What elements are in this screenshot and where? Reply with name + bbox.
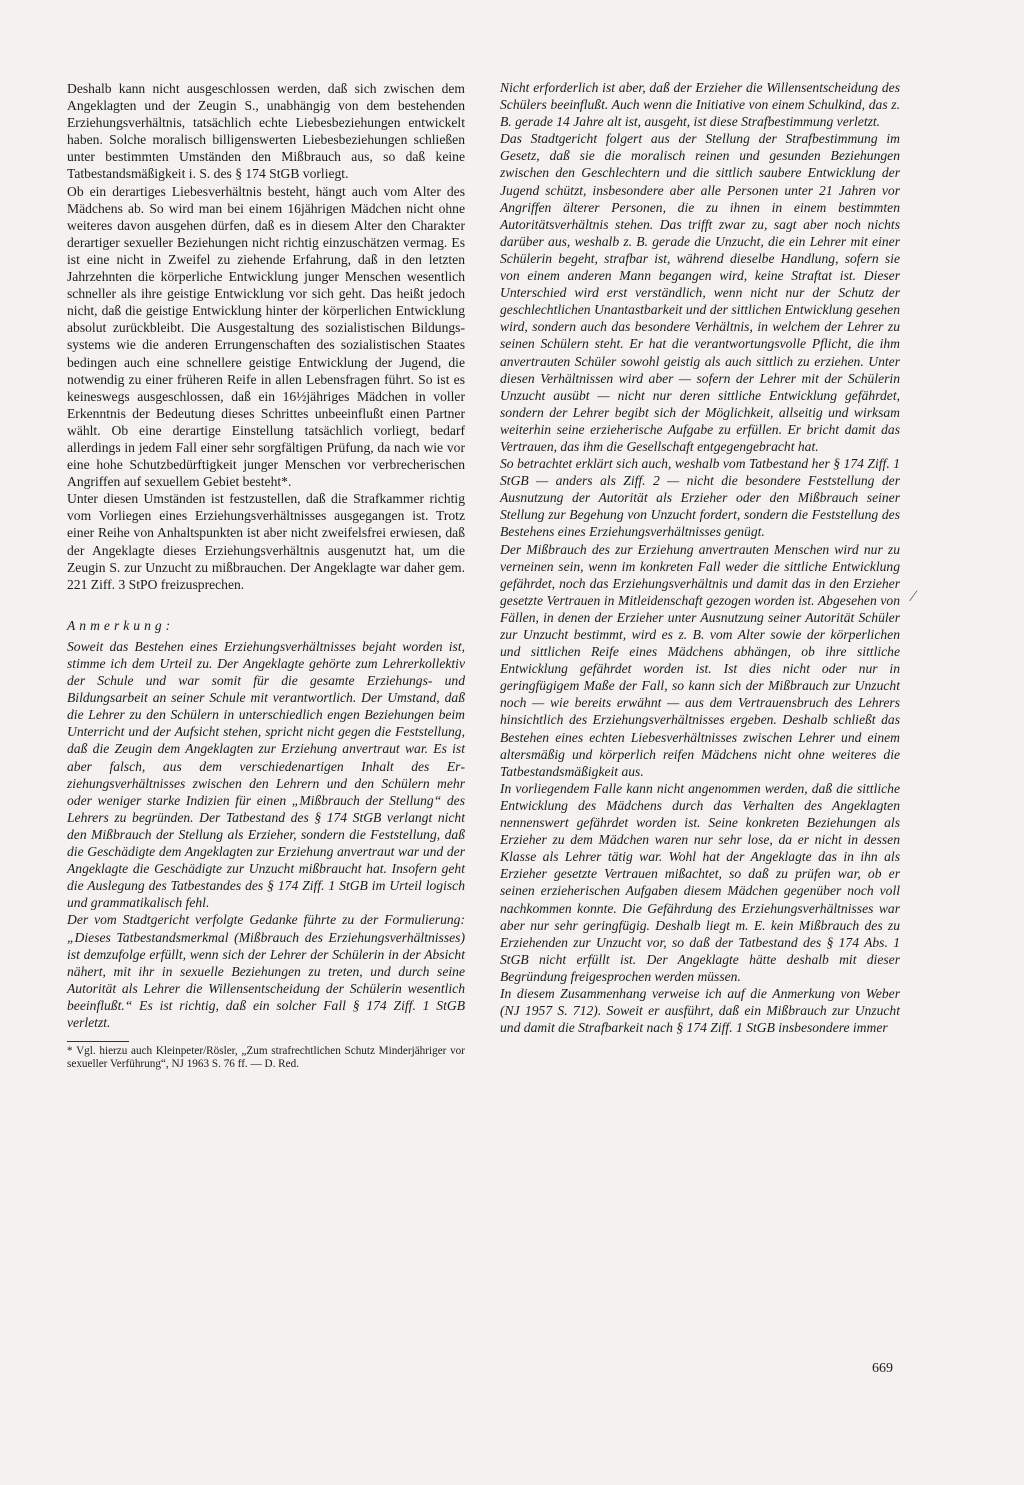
footnote: * Vgl. hierzu auch Kleinpeter/Rösler, „Zum strafrechtlichen Schutz Minderjähriger vor sexueller Verführung“, NJ 1963 S. 76 ff. — D. Red.: [67, 1045, 465, 1071]
annotation-paragraph-1: Soweit das Bestehen eines Erziehungsverhältnisses bejaht worden ist, stimme ich dem Urteil zu. Der Angeklagte gehörte zum Lehrerkollektiv der Schule und war somit für die gesamte Erziehungs- und Bildungsarbeit an seiner Schule mit verantwortlich. Der Umstand, daß die Lehrer zu den Schülern in unterschiedlich engen Beziehungen beim Unterricht und der Aufsicht stehen, spricht nicht gegen die Feststellung, daß die Zeugin dem Angeklagten zur Erziehung anvertraut war. Es ist aber falsch, aus dem verschiedenartigen Inhalt des Erziehungsverhältnisses zwischen den Lehrern und den Schülern mehr oder weniger starke Indizien für einen „Mißbrauch der Stellung“ des Lehrers zu begründen. Der Tatbestand des § 174 StGB verlangt nicht den Mißbrauch der Stellung als Erzieher, sondern die Feststellung, daß die Geschädigte dem Angeklagten zur Erziehung anvertraut war und der Angeklagte die Geschädigte zur Unzucht mißbraucht hat. Insofern geht die Auslegung des Tatbestandes des § 174 Ziff. 1 StGB im Urteil logisch und grammatikalisch fehl.: [67, 638, 465, 911]
right-paragraph-5: In vorliegendem Falle kann nicht angenommen werden, daß die sittliche Entwicklung des Mädchens durch das Verhalten des Angeklagten nennenswert gefährdet worden ist. Seine konkreten Beziehungen als Erzieher zu dem Mädchen waren nur sehr lose, da er nicht in dessen Klasse als Lehrer tätig war. Wohl hat der Angeklagte das in ihn als Erzieher gesetzte Vertrauen mißachtet, so daß zu prüfen war, ob er seinen erzieherischen Aufgaben diesem Mädchen gegenüber noch voll nachkommen konnte. Die Gefährdung des Erziehungsverhältnisses war aber nur sehr geringfügig. Deshalb liegt m. E. kein Mißbrauch des zu Erziehenden zur Unzucht vor, so daß der Tatbestand des § 174 Abs. 1 StGB nicht erfüllt ist. Der Angeklagte hätte deshalb mit dieser Begründung freigesprochen werden müssen.: [500, 780, 900, 984]
footnote-divider: [67, 1041, 129, 1042]
left-paragraph-1: Deshalb kann nicht ausgeschlossen werden, daß sich zwischen dem Angeklagten und der Zeugin S., unabhängig von dem bestehenden Erziehungsverhältnis, tatsächlich echte Liebesbeziehungen entwickelt haben. Solche moralisch billigenswerten Liebesbeziehungen schließen unter bestimmten Umständen den Mißbrauch aus, so daß keine Tatbestandsmäßigkeit i. S. des § 174 StGB vorliegt.: [67, 81, 465, 182]
page-number: 669: [872, 1361, 893, 1376]
right-paragraph-1: Nicht erforderlich ist aber, daß der Erzieher die Willensentscheidung des Schülers beeinflußt. Auch wenn die Initiative von einem Schulkind, das z. B. gerade 14 Jahre alt ist, ausgeht, ist diese Strafbestimmung verletzt.: [500, 80, 900, 130]
left-column: [67, 80, 465, 1072]
left-paragraph-3: Unter diesen Umständen ist festzustellen, daß die Strafkammer richtig vom Vorliegen eines Erziehungsverhältnisses ausgegangen ist. Trotz einer Reihe von Anhaltspunkten ist aber nicht zweifelsfrei erwiesen, daß der Angeklagte dieses Erziehungsverhältnis ausgenutzt hat, um die Zeugin S. zur Unzucht zu mißbrauchen. Der Angeklagte war daher gem. 221 Ziff. 3 StPO freizusprechen.: [67, 491, 465, 592]
right-paragraph-3: So betrachtet erklärt sich auch, weshalb vom Tatbestand her § 174 Ziff. 1 StGB — anders als Ziff. 2 — nicht die besondere Feststellung der Ausnutzung der Autorität als Erzieher oder den Mißbrauch seiner Stellung zur Begehung von Unzucht fordert, sondern die Feststellung des Bestehens eines Erziehungsverhältnisses genügt.: [500, 456, 900, 540]
left-paragraph-2: Ob ein derartiges Liebesverhältnis besteht, hängt auch vom Alter des Mädchens ab. So wird man bei einem 16jährigen Mädchen nicht ohne weiteres davon ausgehen dürfen, daß es in diesem Alter den Charakter derartiger sexueller Beziehungen nicht richtig einzuschätzen vermag. Es ist eine nicht in Zweifel zu ziehende Erfahrung, daß in den letzten Jahrzehnten die körperliche Entwicklung junger Menschen wesentlich schneller als ihre geistige Entwicklung vor sich geht. Das heißt jedoch nicht, daß die geistige Entwicklung hinter der körperlichen Entwicklung absolut zurückbleibt. Die Ausgestaltung des sozialistischen Bildungssystems wie die anderen Errungenschaften des sozialistischen Staates bedingen auch eine schnellere geistige Entwicklung der Jugend, die notwendig zu einer früheren Reife in allen Lebensfragen führt. So ist es keineswegs ausgeschlossen, daß ein 16½jähriges Mädchen in voller Erkenntnis der Bedeutung dieses Schrittes unbeeinflußt einen Partner wählt. Ob eine derartige Einstellung tatsächlich vorliegt, bedarf allerdings in jedem Fall einer sehr sorgfältigen Prüfung, da nach wie vor eine hohe Schutzbedürftigkeit junger Menschen vor verbrecherischen Angriffen auf sexuellem Gebiet besteht*.: [67, 183, 465, 490]
margin-pencil-mark: ⁄: [912, 588, 915, 605]
right-paragraph-4: Der Mißbrauch des zur Erziehung anvertrauten Menschen wird nur zu verneinen sein, wenn im konkreten Fall weder die sittliche Entwicklung gefährdet, noch das Erziehungsverhältnis und damit das in den Erzieher gesetzte Vertrauen in Mitleidenschaft gezogen worden ist. Abgesehen von Fällen, in denen der Erzieher unter Ausnutzung seiner Autorität Schüler zur Unzucht bestimmt, wird es z. B. vom Alter sowie der körperlichen und sittlichen Reife eines Mädchens abhängen, ob ihre sittliche Entwicklung gefährdet worden ist. Ist dies nicht oder nur in geringfügigem Maße der Fall, so kann sich der Mißbrauch zur Unzucht noch — wie bereits erwähnt — aus dem Vertrauensbruch des Lehrers hinsichtlich des Erziehungsverhältnisses ergeben. Deshalb schließt das Bestehen eines echten Liebesverhältnisses zwischen Lehrer und einem altersmäßig und körperlich reifen Mädchens nicht ohne weiteres die Tatbestandsmäßigkeit aus.: [500, 541, 900, 779]
right-paragraph-2: Das Stadtgericht folgert aus der Stellung der Strafbestimmung im Gesetz, daß sie die moralisch reinen und gesunden Beziehungen zwischen den Geschlechtern und die sittlich saubere Entwicklung der Jugend schützt, insbesondere aber alle Personen unter 21 Jahren vor Angriffen älterer Personen, die zu ihnen in einem bestimmten Autoritätsverhältnis stehen. Das trifft zwar zu, sagt aber noch nichts darüber aus, weshalb z. B. gerade die Unzucht, die ein Lehrer mit einer Schülerin begeht, strafbar ist, während dieselbe Handlung, sofern sie von einem anderen Mann begangen wird, keine Straftat ist. Dieser Unterschied wird erst verständlich, wenn nicht nur der Schutz der geschlechtlichen Unantastbarkeit und der sittlichen Entwicklung gesehen wird, sondern auch das besondere Verhältnis, in welchem der Lehrer zu seinen Schülern steht. Er hat die verantwortungsvolle Pflicht, die ihm anvertrauten Schüler sowohl geistig als auch sittlich zu erziehen. Unter diesen Verhältnissen wird aber — sofern der Lehrer mit der Schülerin Unzucht ausübt — nicht nur deren sittliche Entwicklung gefährdet, sondern der Lehrer begibt sich der Möglichkeit, allseitig und wirksam weiterhin seine erzieherische Aufgabe zu erfüllen. Er bricht damit das Vertrauen, das ihm die Gesellschaft entgegengebracht hat.: [500, 131, 900, 454]
annotation-heading: Anmerkung:: [67, 617, 175, 633]
right-column: [500, 79, 900, 1036]
right-paragraph-6: In diesem Zusammenhang verweise ich auf die Anmerkung von Weber (NJ 1957 S. 712). Soweit er ausführt, daß ein Mißbrauch zur Unzucht und damit die Strafbarkeit nach § 174 Ziff. 1 StGB insbesondere immer: [500, 985, 900, 1036]
annotation-paragraph-2: Der vom Stadtgericht verfolgte Gedanke führte zu der Formulierung: „Dieses Tatbestandsmerkmal (Mißbrauch des Erziehungsverhältnisses) ist demzufolge erfüllt, wenn sich der Lehrer der Schülerin in der Absicht nähert, mit ihr in sexuelle Beziehungen zu treten, und durch seine Autorität als Lehrer die Willensentscheidung der Schülerin wesentlich beeinflußt.“ Es ist richtig, daß ein solcher Fall § 174 Ziff. 1 StGB verletzt.: [67, 912, 465, 1030]
